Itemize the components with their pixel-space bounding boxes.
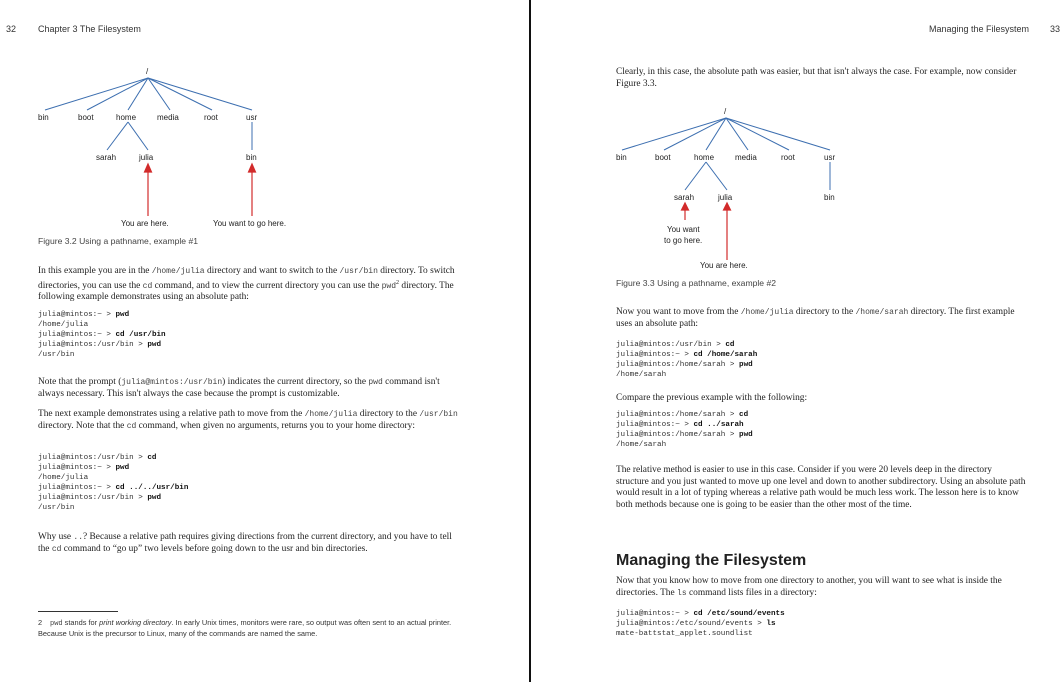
tree-node: boot [78, 113, 94, 122]
tree-node: bin [616, 153, 627, 162]
label-you-are-here: You are here. [121, 219, 169, 228]
tree-node: root [204, 113, 218, 122]
code-block: julia@mintos:~ > pwd /home/julia julia@mintos:~ > cd /usr/bin julia@mintos:/usr/bin > pwd /usr/bin [38, 311, 166, 360]
footnote: 2 pwd stands for print working directory. In early Unix times, monitors were rare, so output was often sent to an actual printer. Because Unix is the precursor to Linux, many of the commands are named the same. [38, 618, 452, 638]
tree-node: home [694, 153, 715, 162]
tree-node: sarah [96, 153, 117, 162]
paragraph: Now you want to move from the /home/julia directory to the /home/sarah directory. The first example uses an absolute path: [616, 307, 1015, 329]
paragraph: Clearly, in this case, the absolute path was easier, but that isn't always the case. For example, now consider Figure 3.3. [616, 67, 1017, 89]
label-to-go-here: to go here. [664, 236, 703, 245]
running-head: Chapter 3 The Filesystem [38, 24, 141, 34]
tree-node: bin [824, 193, 835, 202]
footnote-rule [38, 611, 118, 612]
code-block: julia@mintos:~ > cd /etc/sound/events julia@mintos:/etc/sound/events > ls mate-battstat_applet.soundlist [616, 610, 785, 639]
page-number: 33 [1049, 24, 1060, 34]
paragraph: The relative method is easier to use in this case. Consider if you were 20 levels deep in the directory structure and you just wanted to move up one level and down to another subdirectory. Using an absolute path would result in a lot of typing whereas a relative path would be much less work. The lesson here is to know both methods because one is going to be easier than the other most of the time. [616, 465, 1026, 510]
tree-node: media [157, 113, 179, 122]
paragraph: Now that you know how to move from one directory to another, you will want to see what is inside the directories. The ls command lists files in a directory: [616, 576, 1002, 598]
tree-node: home [116, 113, 137, 122]
paragraph: Why use ..? Because a relative path requires giving directions from the current directory, and you have to tell the cd command to “go up” two levels before going down to the usr and bin directories. [38, 532, 452, 554]
running-head: Managing the Filesystem [928, 24, 1029, 34]
figure-caption: Figure 3.3 Using a pathname, example #2 [616, 278, 777, 288]
page-number: 32 [6, 24, 17, 34]
tree-node: boot [655, 153, 671, 162]
tree-node: bin [38, 113, 49, 122]
tree-node: usr [246, 113, 258, 122]
code-block: julia@mintos:/home/sarah > cd julia@mintos:~ > cd ../sarah julia@mintos:/home/sarah > pwd /home/sarah [616, 411, 753, 450]
label-you-want-to-go-here: You want to go here. [213, 219, 287, 228]
figure-3-2 [0, 60, 531, 232]
label-you-want: You want [667, 225, 700, 234]
tree-node: julia [718, 193, 733, 202]
section-heading: Managing the Filesystem [616, 552, 807, 569]
code-block: julia@mintos:/usr/bin > cd julia@mintos:~ > cd /home/sarah julia@mintos:/home/sarah > pwd /home/sarah [616, 341, 758, 380]
figure-3-3 [531, 100, 1062, 272]
tree-node: usr [824, 153, 836, 162]
tree-node: sarah [674, 193, 695, 202]
paragraph: In this example you are in the /home/julia directory and want to switch to the /usr/bin directory. To switch directories, you can use the cd command, and to view the current directory you can use the pwd$^2$ directory. The following example demonstrates using an absolute path: [38, 266, 455, 303]
paragraph: The next example demonstrates using a relative path to move from the /home/julia directory to the /usr/bin directory. Note that the cd command, when given no arguments, returns you to your home directory: [38, 409, 458, 431]
tree-root: / [146, 67, 149, 76]
tree-root: / [724, 107, 727, 116]
code-block: julia@mintos:/usr/bin > cd julia@mintos:~ > pwd /home/julia julia@mintos:~ > cd ../../usr/bin julia@mintos:/usr/bin > pwd /usr/bin [38, 454, 189, 513]
tree-node: julia [139, 153, 154, 162]
figure-caption: Figure 3.2 Using a pathname, example #1 [38, 236, 199, 246]
right-page [531, 0, 1062, 682]
paragraph: Compare the previous example with the following: [616, 393, 808, 403]
paragraph: Note that the prompt (julia@mintos:/usr/bin) indicates the current directory, so the pwd command isn't always necessary. This isn't always the case because the prompt is customizable. [38, 377, 440, 399]
tree-node: root [781, 153, 795, 162]
label-you-are-here: You are here. [700, 261, 748, 270]
tree-node: bin [246, 153, 257, 162]
tree-node: media [735, 153, 757, 162]
